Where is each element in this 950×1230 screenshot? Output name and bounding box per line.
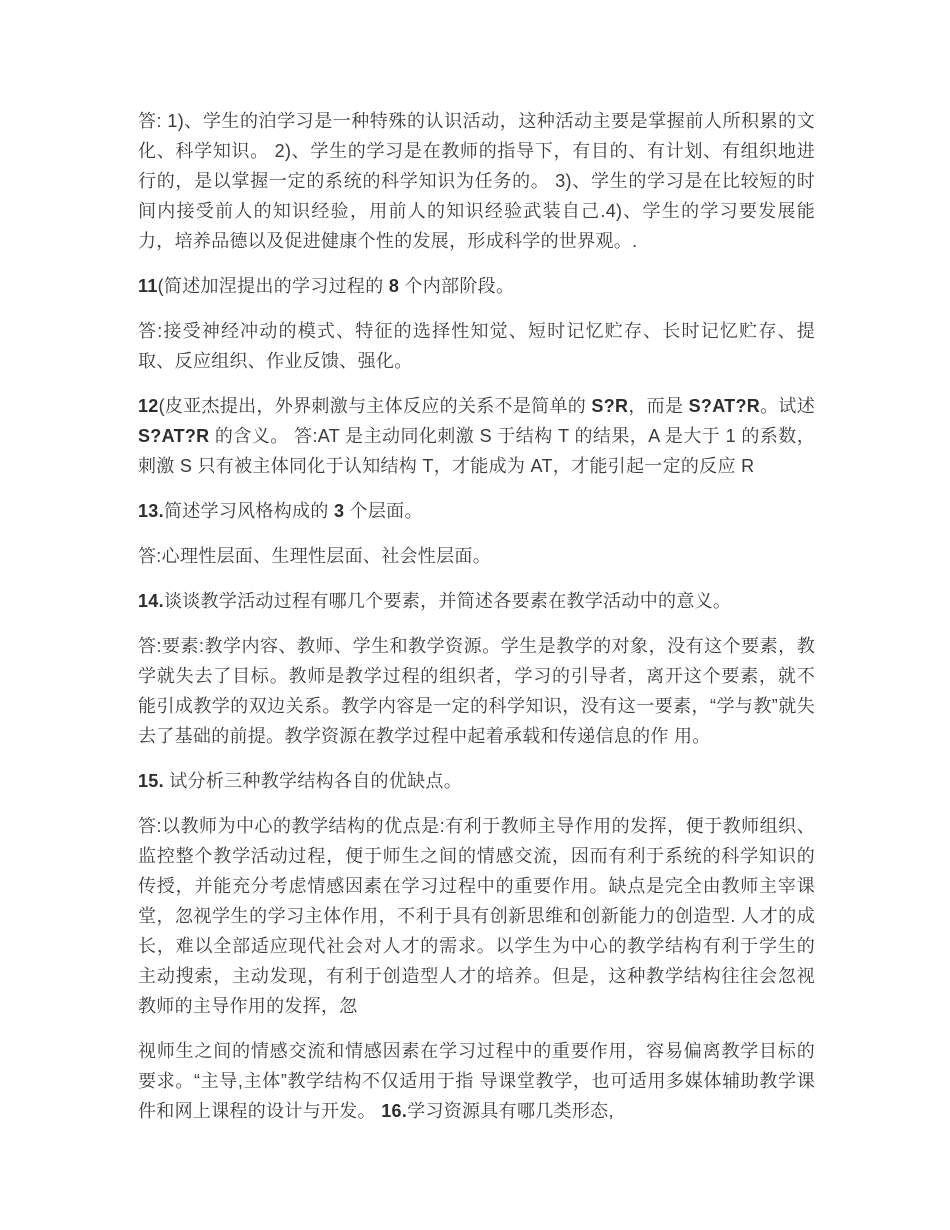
bold-text-run: 12: [138, 396, 159, 416]
bold-text-run: 13.: [138, 501, 164, 521]
text-run: 。试述: [760, 396, 815, 416]
bold-text-run: 15.: [138, 771, 164, 791]
question-15: [138, 766, 815, 796]
answer-14: [138, 631, 815, 751]
text-run: 的含义。 答:AT 是主动同化刺激 S 于结构 T 的结果，A 是大于 1 的系数，刺激 S 只有被主体同化于认知结构 T，才能成为 AT，才能引起一定的反应 R: [138, 426, 815, 476]
answer-15: [138, 811, 815, 1021]
text-run: 答:接受神经冲动的模式、特征的选择性知觉、短时记忆贮存、长时记忆贮存、提取、反应组织、作业反馈、强化。: [138, 321, 815, 371]
bold-text-run: S?R: [591, 396, 629, 416]
text-run: 答:要素:教学内容、教师、学生和教学资源。学生是教学的对象，没有这个要素，教学就失去了目标。教师是教学过程的组织者，学习的引导者，离开这个要素，就不能引成教学的双边关系。教学内容是一定的科学知识，没有这一要素，“学与教”就失去了基础的前提。教学资源在教学过程中起着承载和传递信息的作 用。: [138, 636, 815, 746]
text-run: 个内部阶段。: [399, 276, 515, 296]
bold-text-run: S?AT?R: [138, 426, 210, 446]
bold-text-run: 11: [138, 276, 158, 296]
text-run: 答:以教师为中心的教学结构的优点是:有利于教师主导作用的发挥，便于教师组织、监控整个教学活动过程，便于师生之间的情感交流，因而有利于系统的科学知识的传授，并能充分考虑情感因素在学习过程中的重要作用。缺点是完全由教师主宰课堂，忽视学生的学习主体作用，不利于具有创新思维和创新能力的创造型. 人才的成长，难以全部适应现代社会对人才的需求。以学生为中心的教学结构有利于学生的主动搜索，主动发现，有利于创造型人才的培养。但是，这种教学结构往往会忽视教师的主导作用的发挥，忽: [138, 816, 815, 1016]
answer-11: [138, 316, 815, 376]
text-run: 答:心理性层面、生理性层面、社会性层面。: [138, 546, 491, 566]
bold-text-run: 14.: [138, 591, 164, 611]
document-body: [138, 106, 815, 1126]
answer-10: [138, 106, 815, 256]
text-run: 个层面。: [344, 501, 423, 521]
text-run: (简述加涅提出的学习过程的: [157, 276, 389, 296]
text-run: 答: 1)、学生的泊学习是一种特殊的认识活动，这种活动主要是掌握前人所积累的文化、科学知识。 2)、学生的学习是在教师的指导下，有目的、有计划、有组织地进行的，是以掌握一定的系统的科学知识为任务的。 3)、学生的学习是在比较短的时间内接受前人的知识经验，用前人的知识经验武装自己.4)、学生的学习要发展能力，培养品德以及促进健康个性的发展，形成科学的世界观。.: [138, 111, 815, 251]
question-13: [138, 496, 815, 526]
text-run: ，而是: [628, 396, 689, 416]
text-run: 试分析三种教学结构各自的优缺点。: [163, 771, 463, 791]
answer-15-continued-question-16: [138, 1036, 815, 1126]
text-run: (皮亚杰提出，外界刺激与主体反应的关系不是简单的: [158, 396, 592, 416]
answer-13: [138, 541, 815, 571]
text-run: 简述学习风格构成的: [163, 501, 334, 521]
bold-text-run: 16.: [381, 1101, 408, 1121]
bold-text-run: 3: [333, 501, 345, 521]
question-14: [138, 586, 815, 616]
text-run: 谈谈教学活动过程有哪几个要素，并简述各要素在教学活动中的意义。: [163, 591, 732, 611]
bold-text-run: 8: [388, 276, 400, 296]
bold-text-run: S?AT?R: [688, 396, 761, 416]
question-11: [138, 271, 815, 301]
text-run: 视师生之间的情感交流和情感因素在学习过程中的重要作用，容易偏离教学目标的要求。“主导,主体”教学结构不仅适用于指 导课堂教学，也可适用多媒体辅助教学课件和网上课程的设计与开发。: [138, 1041, 815, 1121]
question-answer-12: [138, 391, 815, 481]
text-run: 学习资源具有哪几类形态,: [407, 1101, 614, 1121]
